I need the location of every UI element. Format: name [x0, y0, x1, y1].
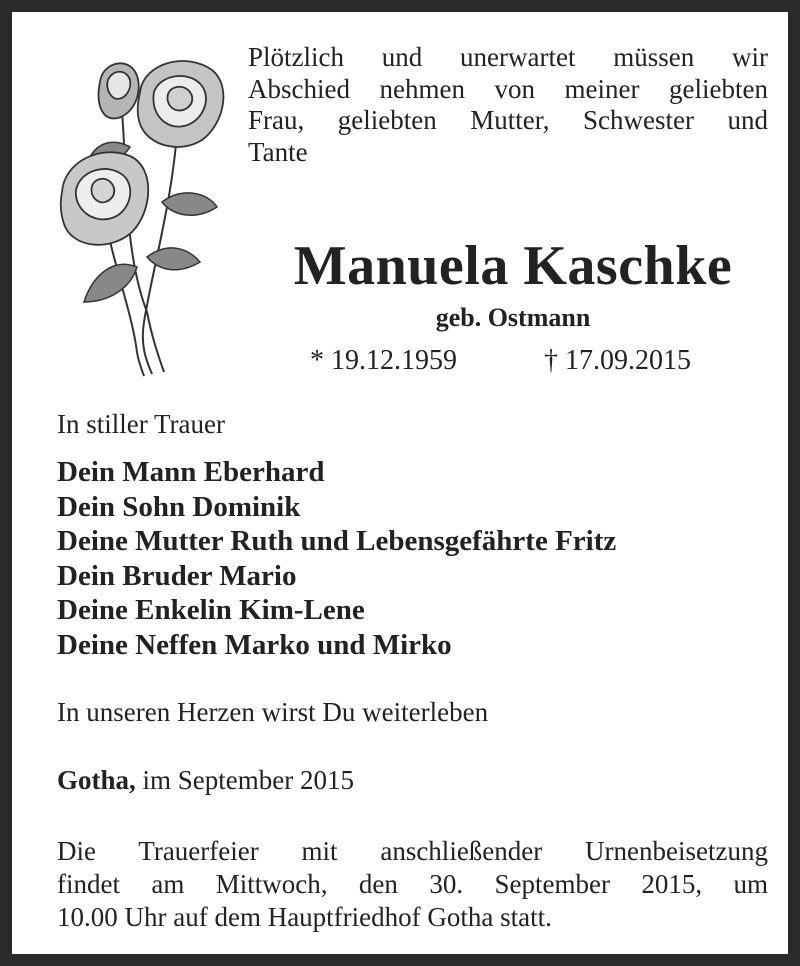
- closing-phrase: In unseren Herzen wirst Du weiterleben: [57, 697, 489, 727]
- notice-date: im September 2015: [142, 765, 354, 795]
- mourning-label: In stiller Trauer: [57, 409, 225, 439]
- death-date: † 17.09.2015: [544, 345, 691, 376]
- place-date: [57, 765, 354, 796]
- intro-line: Plötzlich und unerwartet müssen wir: [248, 42, 768, 72]
- intro-line: Frau, geliebten Mutter, Schwester und: [248, 105, 768, 135]
- birth-date: * 19.12.1959: [310, 345, 457, 376]
- mourner-item: Dein Bruder Mario: [57, 559, 297, 592]
- intro-line: Abschied nehmen von meiner geliebten: [248, 73, 768, 104]
- maiden-name: geb. Ostmann: [435, 303, 591, 332]
- funeral-info: [57, 835, 768, 934]
- mourner-item: Deine Neffen Marko und Mirko: [57, 628, 452, 661]
- mourner-item: Dein Sohn Dominik: [57, 490, 301, 523]
- place-name: Gotha,: [57, 765, 136, 795]
- mourner-item: Dein Mann Eberhard: [57, 456, 325, 488]
- roses-icon: [52, 52, 237, 377]
- mourners-list: [57, 455, 616, 662]
- funeral-line: Die Trauerfeier mit anschließender Urnenbeisetzung: [57, 836, 768, 866]
- funeral-line: 10.00 Uhr auf dem Hauptfriedhof Gotha statt.: [57, 902, 552, 932]
- funeral-line: findet am Mittwoch, den 30. September 2015, um: [57, 869, 768, 899]
- deceased-name: Manuela Kaschke: [293, 235, 733, 297]
- mourner-item: Deine Mutter Ruth und Lebensgefährte Fritz: [57, 525, 617, 557]
- mourner-item: Deine Enkelin Kim-Lene: [57, 594, 365, 626]
- intro-text: [248, 42, 768, 168]
- intro-line: Tante: [248, 136, 308, 167]
